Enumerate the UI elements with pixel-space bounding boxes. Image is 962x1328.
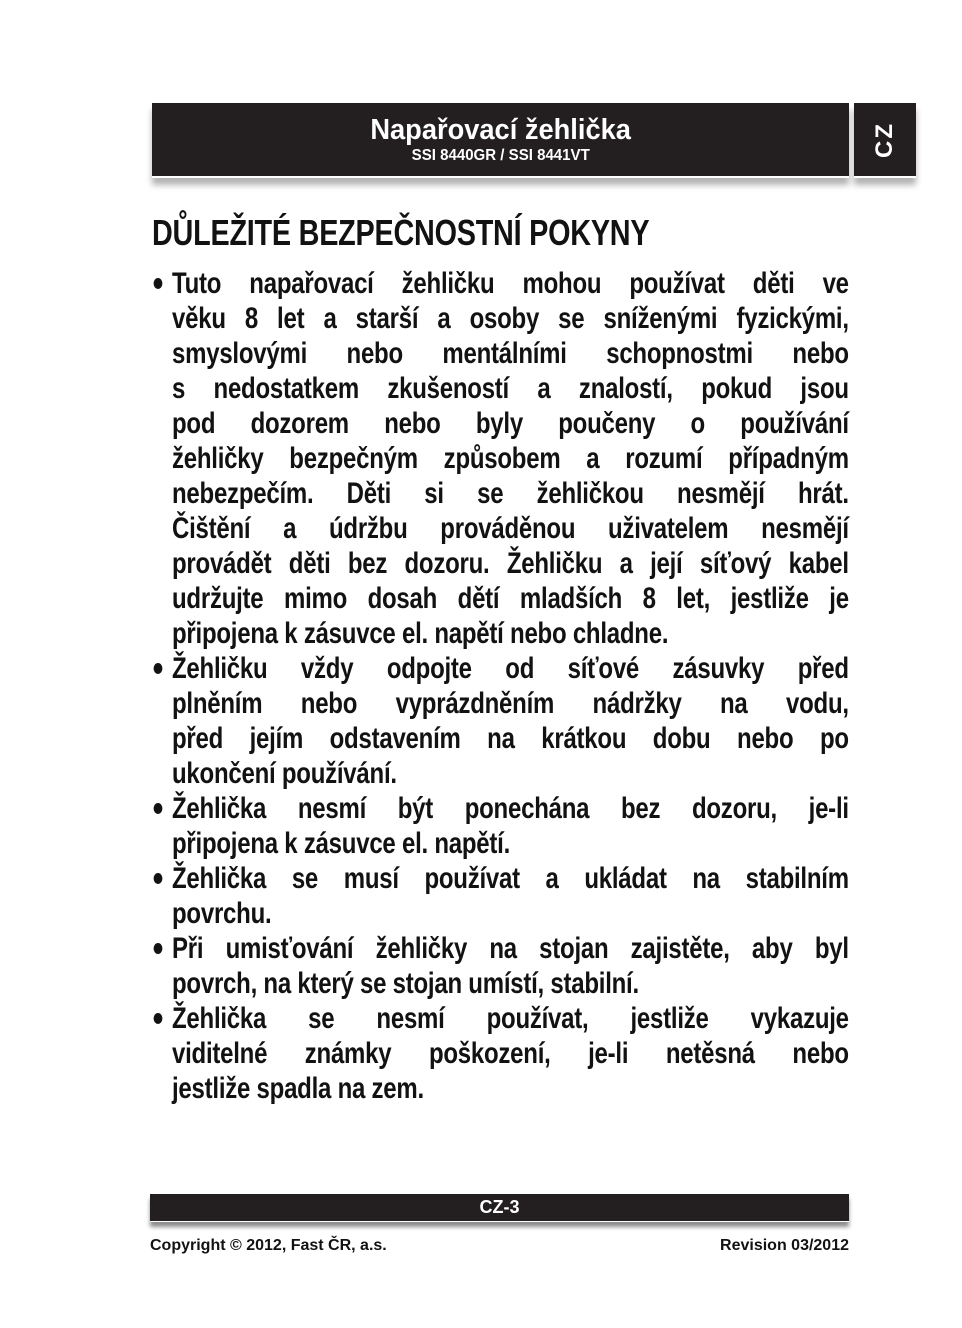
page-number-bar bbox=[150, 1194, 849, 1222]
bullet-line: jestliže spadla na zem. bbox=[172, 1072, 424, 1105]
bullet-line: smyslovými nebo mentálními schopnostmi nebo bbox=[172, 337, 849, 370]
bullet-line: povrch, na který se stojan umístí, stabilní. bbox=[172, 967, 639, 1000]
product-title: Napařovací žehlička bbox=[370, 114, 631, 146]
bullet-line: plněním nebo vyprázdněním nádržky na vodu, bbox=[172, 687, 849, 720]
bullet-line: Žehličku vždy odpojte od síťové zásuvky před bbox=[172, 652, 849, 685]
bullet-line: s nedostatkem zkušeností a znalostí, pokud jsou bbox=[172, 372, 849, 405]
bullet-line: věku 8 let a starší a osoby se sníženými fyzickými, bbox=[172, 302, 849, 335]
bullet-line: udržujte mimo dosah dětí mladších 8 let, jestliže je bbox=[172, 582, 849, 615]
bullet-line: před jejím odstavením na krátkou dobu nebo po bbox=[172, 722, 849, 755]
bullet-line: pod dozorem nebo byly poučeny o používání bbox=[172, 407, 849, 440]
bullet-line: Při umisťování žehličky na stojan zajistěte, aby byl bbox=[172, 932, 849, 965]
bullet-line: ukončení používání. bbox=[172, 757, 397, 790]
content-area bbox=[152, 214, 849, 1106]
safety-list bbox=[152, 266, 849, 1106]
page-number-label: CZ-3 bbox=[479, 1197, 520, 1217]
bullet-line: žehličky bezpečným způsobem a rozumí případným bbox=[172, 442, 849, 475]
bullet-line: Tuto napařovací žehličku mohou používat děti ve bbox=[172, 267, 849, 300]
bullet-line: Žehlička se nesmí používat, jestliže vykazuje bbox=[172, 1002, 849, 1035]
language-tab-label: CZ bbox=[871, 121, 898, 158]
list-item bbox=[152, 266, 849, 651]
copyright-text: Copyright © 2012, Fast ČR, a.s. bbox=[150, 1237, 387, 1254]
bullet-line: Čištění a údržbu prováděnou uživatelem nesmějí bbox=[172, 512, 849, 545]
revision-text: Revision 03/2012 bbox=[720, 1237, 849, 1254]
bullet-line: provádět děti bez dozoru. Žehličku a její síťový kabel bbox=[172, 547, 849, 580]
footer-row bbox=[150, 1237, 849, 1255]
list-item bbox=[152, 791, 849, 861]
bullet-line: Žehlička nesmí být ponechána bez dozoru, je-li bbox=[172, 792, 849, 825]
list-item bbox=[152, 861, 849, 931]
bullet-line: povrchu. bbox=[172, 897, 272, 930]
bullet-line: připojena k zásuvce el. napětí nebo chladne. bbox=[172, 617, 669, 650]
model-numbers: SSI 8440GR / SSI 8441VT bbox=[411, 147, 590, 164]
header-bar bbox=[152, 103, 849, 178]
bullet-line: nebezpečím. Děti si se žehličkou nesmějí hrát. bbox=[172, 477, 849, 510]
list-item bbox=[152, 1001, 849, 1106]
language-tab bbox=[854, 103, 916, 178]
section-heading: DŮLEŽITÉ BEZPEČNOSTNÍ POKYNY bbox=[152, 212, 650, 253]
bullet-line: viditelné známky poškození, je-li netěsná nebo bbox=[172, 1037, 849, 1070]
list-item bbox=[152, 931, 849, 1001]
bullet-line: připojena k zásuvce el. napětí. bbox=[172, 827, 511, 860]
list-item bbox=[152, 651, 849, 791]
bullet-line: Žehlička se musí používat a ukládat na stabilním bbox=[172, 862, 849, 895]
